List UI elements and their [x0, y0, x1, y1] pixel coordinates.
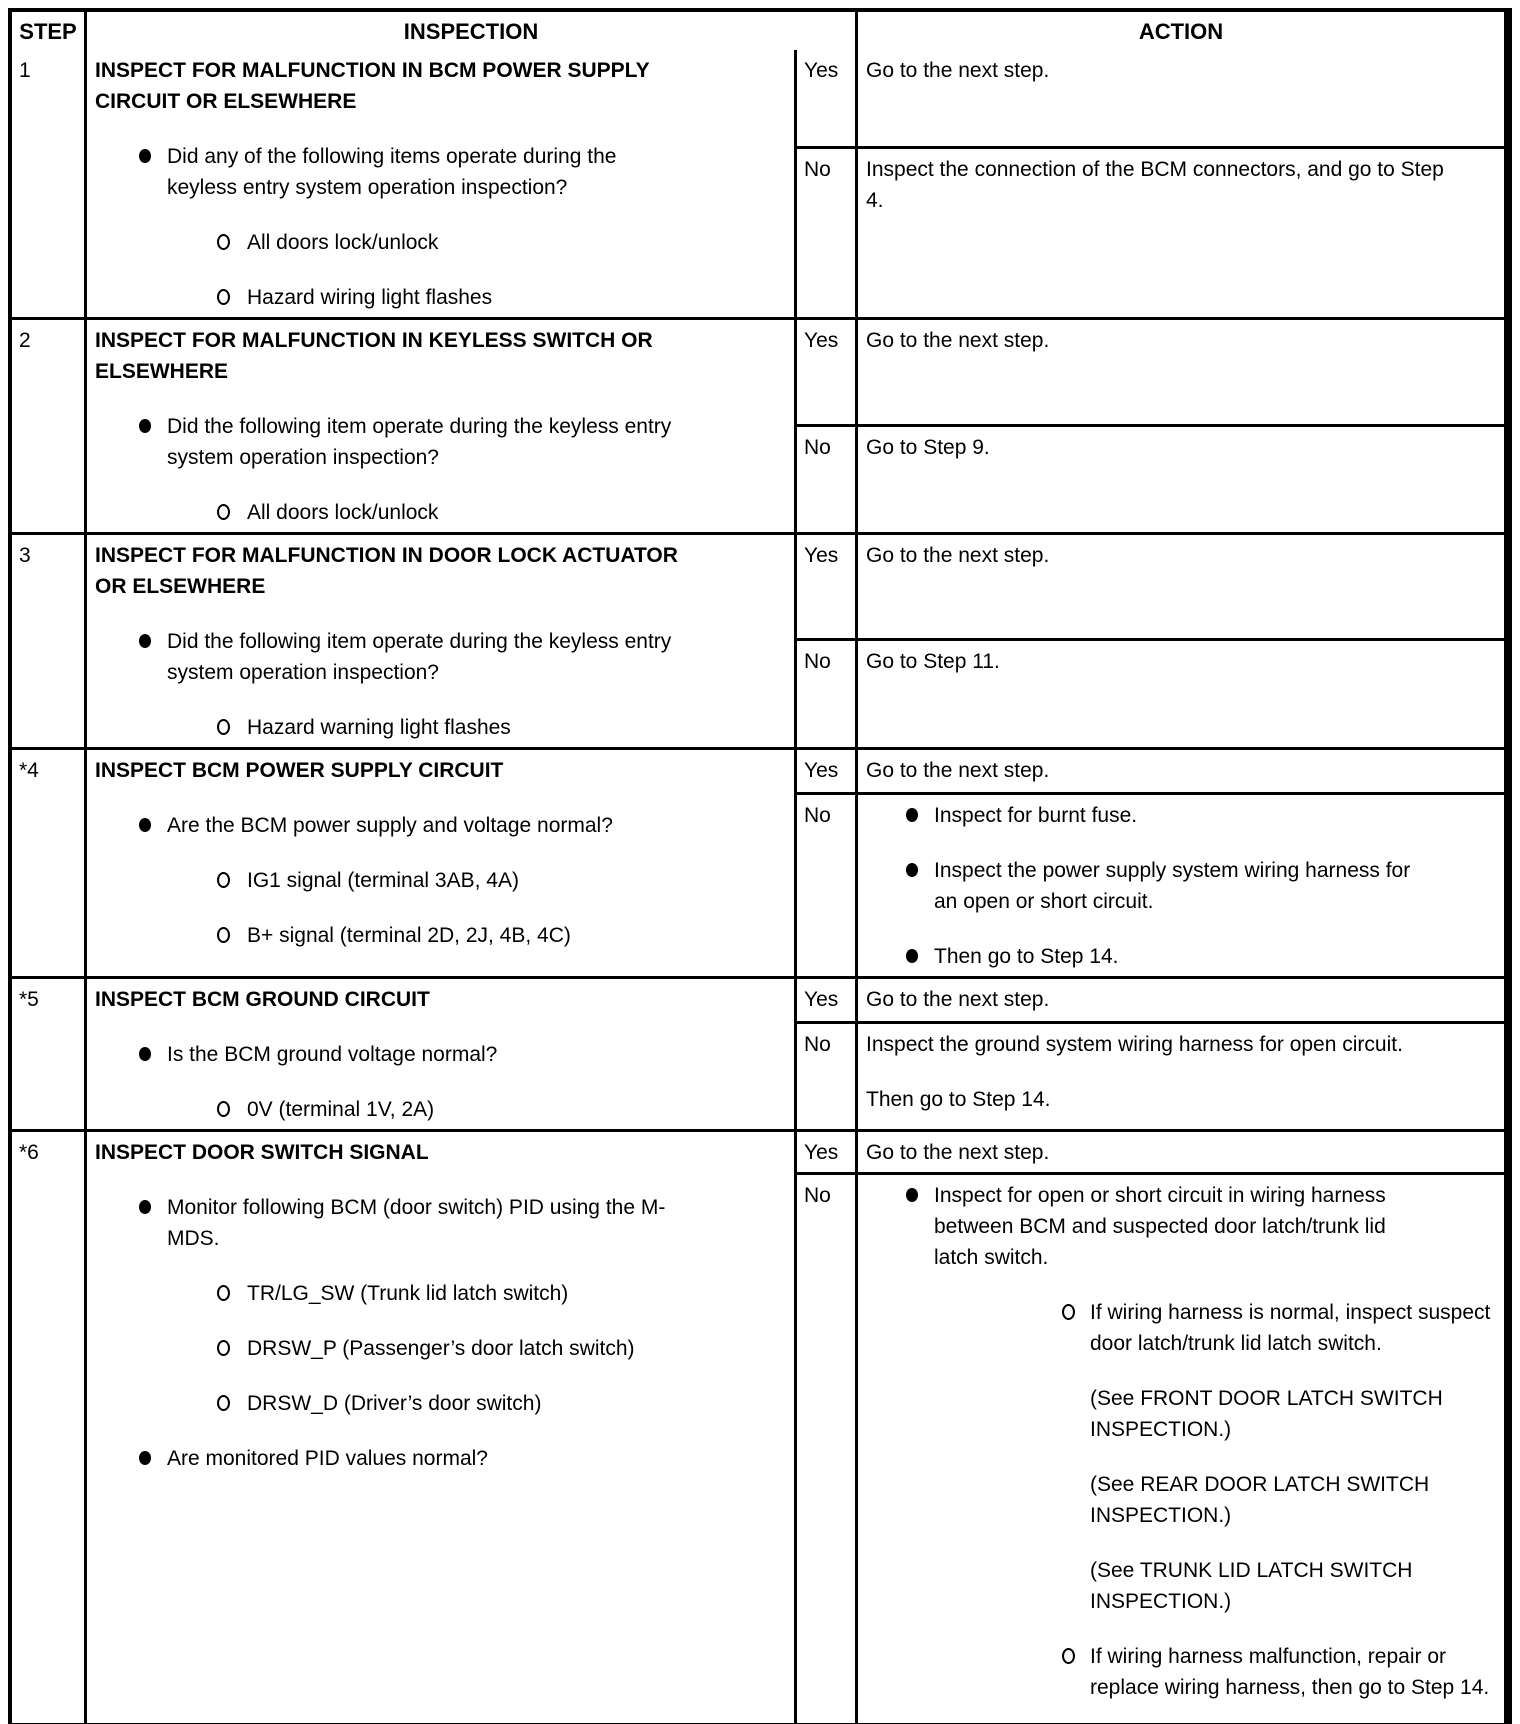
table-header-row	[12, 12, 1504, 50]
yes-action-cell	[858, 1132, 1504, 1172]
para-item: Go to the next step.	[866, 59, 1050, 82]
table-row	[12, 976, 1504, 1129]
inspection-title: INSPECT DOOR SWITCH SIGNAL	[95, 1141, 429, 1164]
circle-icon	[217, 1388, 247, 1411]
bullet-item: Inspect the power supply system wiring harness for an open or short circuit.	[866, 855, 1496, 917]
para-item: Go to Step 11.	[866, 650, 1000, 673]
bullet-icon	[139, 1192, 167, 1214]
circle-icon	[217, 227, 247, 250]
para-item: Go to the next step.	[866, 759, 1050, 782]
yes-label: Yes	[797, 320, 858, 424]
table-row	[12, 747, 1504, 976]
step-number: *5	[19, 988, 39, 1011]
circle-icon	[217, 865, 247, 888]
no-label: No	[797, 1024, 858, 1129]
step-cell	[12, 50, 87, 317]
action-column-header: ACTION	[1138, 18, 1224, 44]
no-action-cell	[858, 149, 1504, 317]
bullet-icon	[906, 1180, 934, 1202]
no-branch-row	[797, 641, 1504, 747]
table-row	[12, 317, 1504, 532]
yes-branch-row	[797, 979, 1504, 1024]
bullet-icon	[139, 810, 167, 832]
yes-action-cell	[858, 320, 1504, 424]
bullet-icon	[139, 626, 167, 648]
sub-item: If wiring harness is normal, inspect suspect door latch/trunk lid latch switch.	[866, 1297, 1496, 1359]
indent-para-item: (See FRONT DOOR LATCH SWITCH INSPECTION.)	[1090, 1387, 1443, 1441]
bullet-icon	[906, 941, 934, 963]
no-action-cell	[858, 1024, 1504, 1129]
step-cell	[12, 750, 87, 976]
action-branches	[797, 979, 1504, 1129]
sub-item: TR/LG_SW (Trunk lid latch switch)	[95, 1278, 786, 1309]
inspection-title: INSPECT BCM POWER SUPPLY CIRCUIT	[95, 759, 504, 782]
yes-label: Yes	[797, 50, 858, 146]
para-item: Go to the next step.	[866, 544, 1050, 567]
sub-item: If wiring harness malfunction, repair or replace wiring harness, then go to Step 14.	[866, 1641, 1496, 1703]
circle-icon	[217, 1094, 247, 1117]
no-branch-row	[797, 795, 1504, 976]
sub-item: Hazard warning light flashes	[95, 712, 786, 743]
inspection-cell	[87, 750, 797, 976]
yes-action-cell	[858, 979, 1504, 1021]
indent-para-item: (See REAR DOOR LATCH SWITCH INSPECTION.)	[1090, 1473, 1430, 1527]
yes-label: Yes	[797, 1132, 858, 1172]
para-item: Inspect the connection of the BCM connectors, and go to Step 4.	[866, 158, 1444, 212]
inspection-cell	[87, 535, 797, 747]
yes-branch-row	[797, 535, 1504, 641]
para-item: Go to the next step.	[866, 1141, 1050, 1164]
para-item: Go to the next step.	[866, 329, 1050, 352]
circle-icon	[1062, 1297, 1090, 1320]
bullet-icon	[139, 141, 167, 163]
yes-label: Yes	[797, 750, 858, 792]
step-number: 3	[19, 544, 31, 567]
no-branch-row	[797, 149, 1504, 317]
inspection-column-header: INSPECTION	[87, 12, 858, 50]
circle-icon	[1062, 1641, 1090, 1664]
bullet-icon	[906, 800, 934, 822]
no-action-cell	[858, 427, 1504, 532]
no-label: No	[797, 149, 858, 317]
no-action-cell	[858, 795, 1504, 976]
yes-label: Yes	[797, 979, 858, 1021]
action-branches	[797, 535, 1504, 747]
indent-para-item: (See TRUNK LID LATCH SWITCH INSPECTION.)	[1090, 1559, 1413, 1613]
table-row	[12, 532, 1504, 747]
table-row	[12, 50, 1504, 317]
step-column-header: STEP	[12, 12, 87, 50]
action-branches	[797, 320, 1504, 532]
para-item: Inspect the ground system wiring harness for open circuit.	[866, 1033, 1403, 1056]
step-cell	[12, 1132, 87, 1723]
bullet-item: Did any of the following items operate during the keyless entry system operation inspection?	[95, 141, 786, 203]
sub-item: DRSW_P (Passenger’s door latch switch)	[95, 1333, 786, 1364]
inspection-title: INSPECT FOR MALFUNCTION IN BCM POWER SUPPLY CIRCUIT OR ELSEWHERE	[95, 59, 650, 113]
step-cell	[12, 979, 87, 1129]
para-item: Go to the next step.	[866, 988, 1050, 1011]
sub-item: All doors lock/unlock	[95, 227, 786, 258]
yes-label: Yes	[797, 535, 858, 638]
action-branches	[797, 750, 1504, 976]
action-branches	[797, 1132, 1504, 1723]
bullet-item: Are the BCM power supply and voltage normal?	[95, 810, 786, 841]
step-number: 1	[19, 59, 31, 82]
inspection-title: INSPECT BCM GROUND CIRCUIT	[95, 988, 430, 1011]
circle-icon	[217, 1333, 247, 1356]
bullet-item: Then go to Step 14.	[866, 941, 1496, 972]
circle-icon	[217, 1278, 247, 1301]
bullet-item: Are monitored PID values normal?	[95, 1443, 786, 1474]
sub-item: B+ signal (terminal 2D, 2J, 4B, 4C)	[95, 920, 786, 951]
no-label: No	[797, 427, 858, 532]
no-branch-row	[797, 1024, 1504, 1129]
yes-branch-row	[797, 50, 1504, 149]
yes-branch-row	[797, 320, 1504, 427]
no-action-cell	[858, 1175, 1504, 1723]
sub-item: IG1 signal (terminal 3AB, 4A)	[95, 865, 786, 896]
inspection-cell	[87, 979, 797, 1129]
inspection-cell	[87, 50, 797, 317]
bullet-item: Monitor following BCM (door switch) PID using the M-MDS.	[95, 1192, 786, 1254]
bullet-item: Did the following item operate during the keyless entry system operation inspection?	[95, 626, 786, 688]
sub-item: DRSW_D (Driver’s door switch)	[95, 1388, 786, 1419]
inspection-cell	[87, 1132, 797, 1723]
circle-icon	[217, 282, 247, 305]
troubleshooting-table	[8, 8, 1512, 1724]
sub-item: 0V (terminal 1V, 2A)	[95, 1094, 786, 1125]
no-action-cell	[858, 641, 1504, 747]
action-branches	[797, 50, 1504, 317]
yes-action-cell	[858, 750, 1504, 792]
step-number: *6	[19, 1141, 39, 1164]
step-cell	[12, 535, 87, 747]
no-label: No	[797, 795, 858, 976]
bullet-icon	[139, 1039, 167, 1061]
inspection-cell	[87, 320, 797, 532]
no-label: No	[797, 641, 858, 747]
bullet-icon	[139, 1443, 167, 1465]
yes-action-cell	[858, 535, 1504, 638]
no-branch-row	[797, 427, 1504, 532]
table-body	[12, 50, 1504, 1723]
circle-icon	[217, 712, 247, 735]
no-branch-row	[797, 1175, 1504, 1723]
para-item: Go to Step 9.	[866, 436, 990, 459]
sub-item: Hazard wiring light flashes	[95, 282, 786, 313]
inspection-title: INSPECT FOR MALFUNCTION IN DOOR LOCK ACTUATOR OR ELSEWHERE	[95, 544, 678, 598]
bullet-item: Did the following item operate during the keyless entry system operation inspection?	[95, 411, 786, 473]
para-item: Then go to Step 14.	[866, 1088, 1051, 1111]
bullet-item: Inspect for burnt fuse.	[866, 800, 1496, 831]
step-number: *4	[19, 759, 39, 782]
sub-item: All doors lock/unlock	[95, 497, 786, 528]
bullet-item: Is the BCM ground voltage normal?	[95, 1039, 786, 1070]
inspection-title: INSPECT FOR MALFUNCTION IN KEYLESS SWITCH OR ELSEWHERE	[95, 329, 653, 383]
bullet-icon	[906, 855, 934, 877]
no-label: No	[797, 1175, 858, 1723]
table-row	[12, 1129, 1504, 1723]
yes-branch-row	[797, 750, 1504, 795]
yes-branch-row	[797, 1132, 1504, 1175]
yes-action-cell	[858, 50, 1504, 146]
step-cell	[12, 320, 87, 532]
bullet-item: Inspect for open or short circuit in wiring harness between BCM and suspected door latch/trunk lid latch switch.	[866, 1180, 1496, 1273]
circle-icon	[217, 497, 247, 520]
bullet-icon	[139, 411, 167, 433]
step-number: 2	[19, 329, 31, 352]
circle-icon	[217, 920, 247, 943]
